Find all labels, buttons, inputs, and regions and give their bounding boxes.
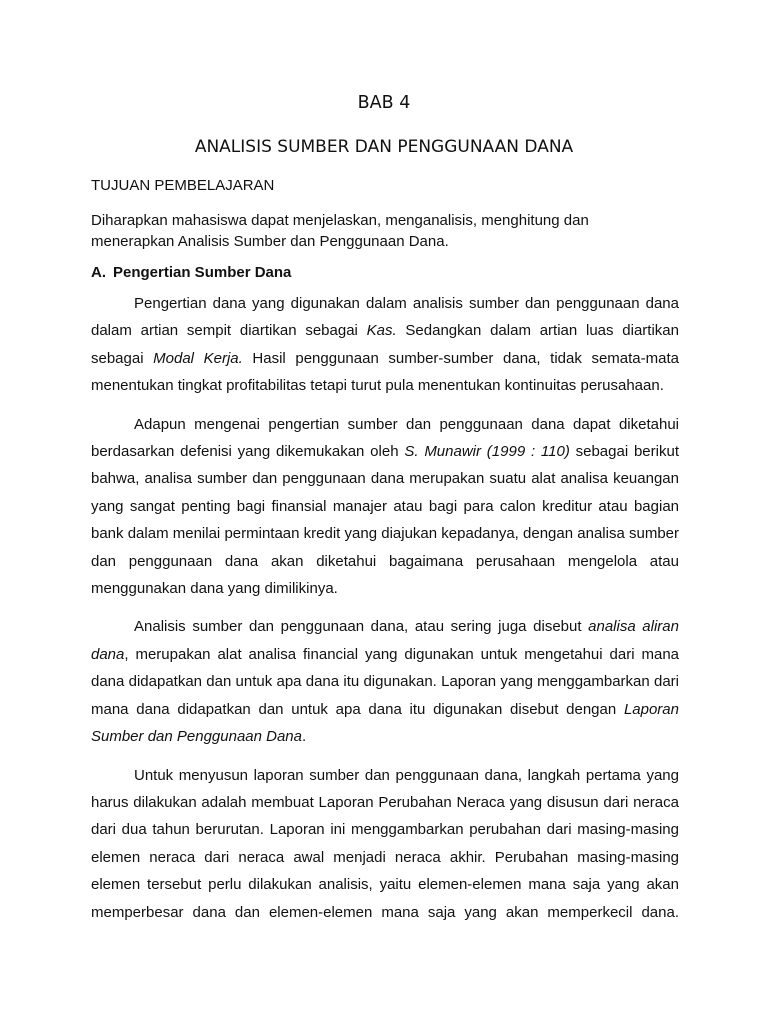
paragraph-2-text-c: sebagai berikut bahwa, analisa sumber dan penggunaan dana merupakan suatu alat analisa keuangan yang sangat penting bagi finansial manajer atau bagi para calon kreditur atau bagian bank dalam menilai permintaan kredit yang diajukan kepadanya, dengan analisa sumber dan penggunaan dana akan diketahui bagaimana perusahaan mengelola atau menggunakan dana yang dimilikinya. bbox=[91, 443, 679, 598]
section-number: A. bbox=[91, 264, 106, 281]
paragraph-1-text-e: Hasil penggunaan sumber-sumber dana, tidak semata-mata menentukan tingkat profitabilitas tetapi turut pula menentukan kontinuitas perusahaan. bbox=[91, 349, 679, 395]
paragraph-2 bbox=[91, 411, 679, 603]
paragraph-3-text-a: Analisis sumber dan penggunaan dana, atau sering juga disebut bbox=[134, 618, 589, 636]
section-body bbox=[91, 290, 679, 937]
paragraph-1-term-modal-kerja: Modal Kerja. bbox=[153, 349, 243, 367]
paragraph-3 bbox=[91, 613, 679, 750]
paragraph-2-text-a: Adapun mengenai pengertian sumber dan penggunaan dana dapat diketahui berdasarkan defenisi yang dikemukakan oleh bbox=[91, 415, 679, 461]
paragraph-3-text-e: . bbox=[302, 728, 307, 746]
paragraph-3-term-laporan: Laporan Sumber dan Penggunaan Dana bbox=[91, 700, 679, 746]
paragraph-1-text-c: Sedangkan dalam artian luas diartikan sebagai bbox=[91, 322, 679, 367]
learning-goal-text: Diharapkan mahasiswa dapat menjelaskan, menganalisis, menghitung dan menerapkan Analisis Sumber dan Penggunaan Dana. bbox=[91, 212, 589, 250]
section-heading bbox=[91, 264, 291, 281]
paragraph-3-term-aliran-dana: analisa aliran dana bbox=[91, 618, 679, 663]
paragraph-2-citation: S. Munawir (1999 : 110) bbox=[404, 443, 570, 461]
paragraph-1-text-a: Pengertian dana yang digunakan dalam analisis sumber dan penggunaan dana dalam artian sempit diartikan sebagai bbox=[91, 295, 679, 340]
paragraph-1 bbox=[91, 290, 679, 400]
learning-goal-heading: TUJUAN PEMBELAJARAN bbox=[91, 177, 275, 194]
paragraph-4: Untuk menyusun laporan sumber dan penggunaan dana, langkah pertama yang harus dilakukan adalah membuat Laporan Perubahan Neraca yang disusun dari neraca dari dua tahun berurutan. Laporan ini menggambarkan perubahan dari masing-masing elemen neraca dari neraca awal menjadi neraca akhir. Perubahan masing-masing elemen tersebut perlu dilakukan analisis, yaitu elemen-elemen mana saja yang akan memperbesar dana dan elemen-elemen mana saja yang akan memperkecil dana. bbox=[91, 766, 679, 921]
chapter-label: BAB 4 bbox=[357, 93, 411, 113]
chapter-title: ANALISIS SUMBER DAN PENGGUNAAN DANA bbox=[194, 137, 574, 157]
paragraph-3-text-c: , merupakan alat analisa financial yang digunakan untuk mengetahui dari mana dana didapatkan dan untuk apa dana itu digunakan. Laporan yang menggambarkan dari mana dana didapatkan dan untuk apa dana itu digunakan disebut dengan bbox=[91, 645, 679, 718]
section-title: Pengertian Sumber Dana bbox=[113, 264, 292, 281]
paragraph-1-term-kas: Kas. bbox=[366, 322, 397, 340]
